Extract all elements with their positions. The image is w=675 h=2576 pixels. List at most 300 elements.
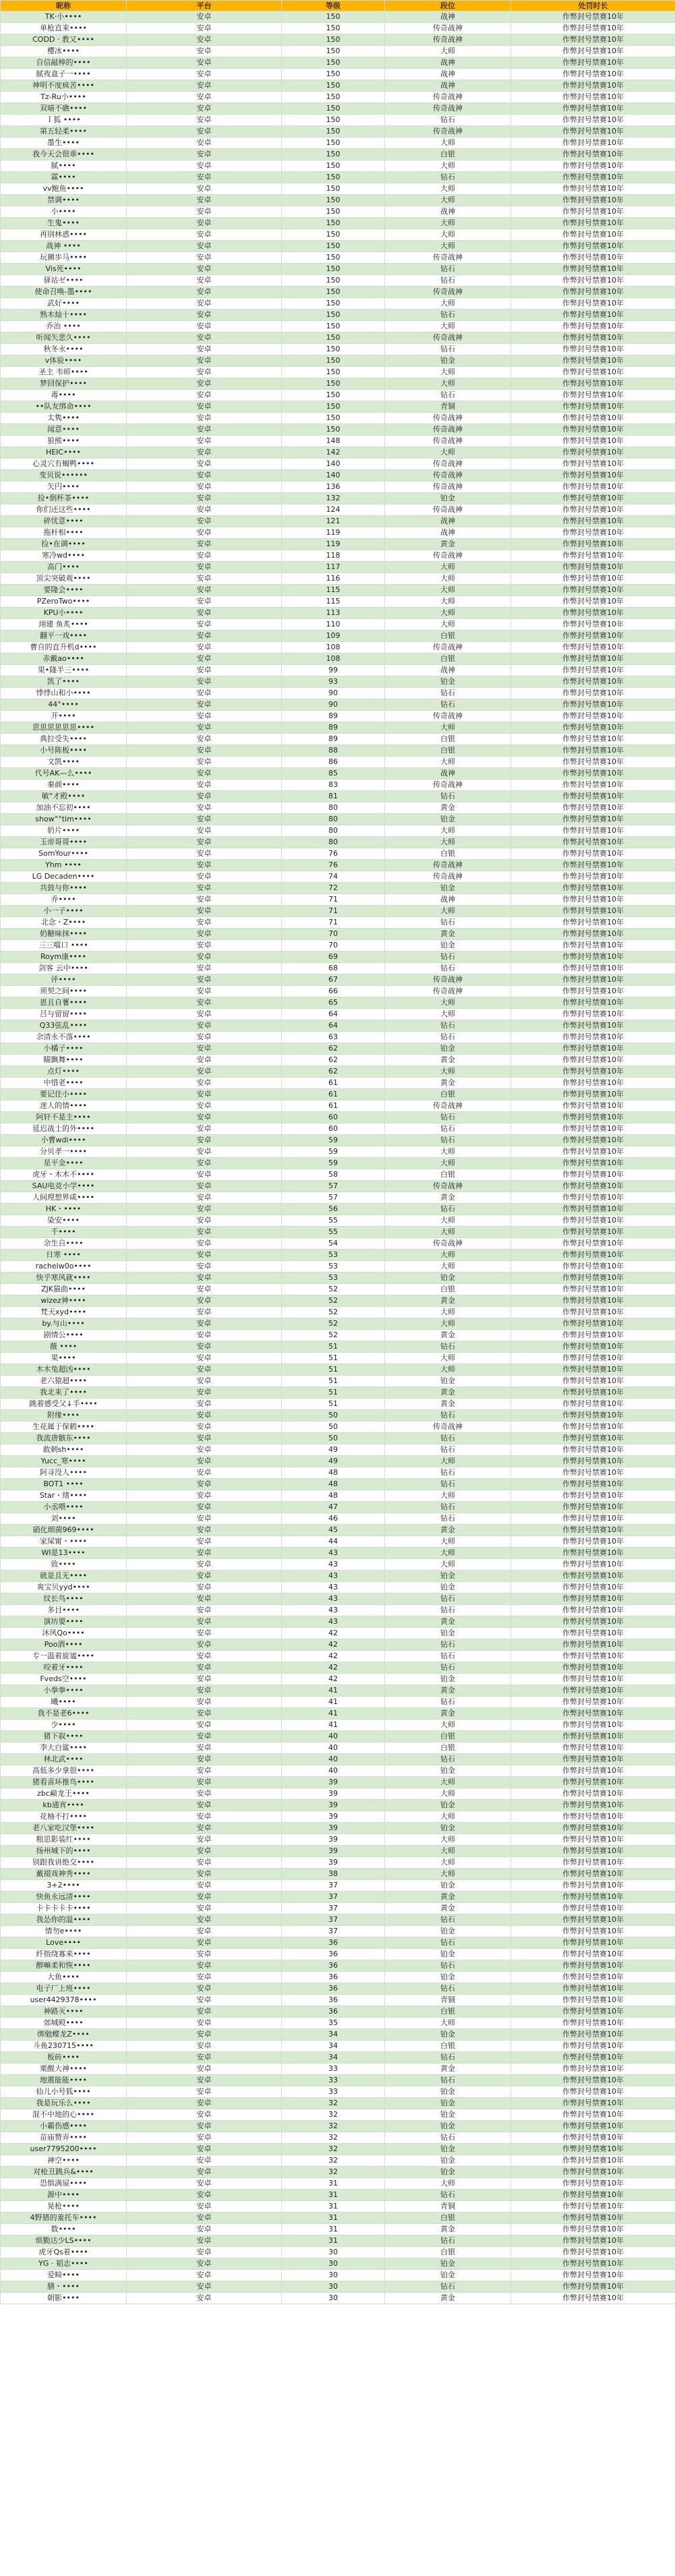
cell-penalty: 作弊封号禁赛10年: [511, 871, 675, 883]
cell-nickname: 剑客 云中••••: [1, 963, 127, 974]
cell-level: 150: [282, 413, 385, 424]
table-row: [1, 1914, 675, 1926]
cell-rank: 钻石: [385, 2132, 511, 2144]
cell-penalty: 作弊封号禁赛10年: [511, 1238, 675, 1250]
table-row: [1, 1272, 675, 1284]
cell-rank: 钻石: [385, 1914, 511, 1926]
cell-level: 42: [282, 1662, 385, 1674]
cell-penalty: 作弊封号禁赛10年: [511, 1364, 675, 1376]
cell-platform: 安卓: [127, 1616, 282, 1628]
cell-level: 59: [282, 1135, 385, 1146]
cell-level: 132: [282, 493, 385, 504]
cell-penalty: 作弊封号禁赛10年: [511, 1788, 675, 1800]
cell-platform: 安卓: [127, 332, 282, 344]
cell-penalty: 作弊封号禁赛10年: [511, 2293, 675, 2304]
cell-level: 59: [282, 1146, 385, 1158]
cell-nickname: 顶尖突破观••••: [1, 573, 127, 585]
cell-rank: 传奇战神: [385, 974, 511, 986]
cell-level: 33: [282, 2063, 385, 2075]
cell-level: 85: [282, 768, 385, 780]
cell-level: 41: [282, 1685, 385, 1697]
cell-platform: 安卓: [127, 1513, 282, 1525]
cell-nickname: Fveds空••••: [1, 1674, 127, 1685]
cell-penalty: 作弊封号禁赛10年: [511, 1616, 675, 1628]
cell-platform: 安卓: [127, 1834, 282, 1846]
cell-level: 30: [282, 2281, 385, 2293]
cell-penalty: 作弊封号禁赛10年: [511, 1399, 675, 1410]
cell-level: 52: [282, 1295, 385, 1307]
cell-penalty: 作弊封号禁赛10年: [511, 1708, 675, 1720]
table-row: [1, 768, 675, 780]
cell-rank: 钻石: [385, 2190, 511, 2201]
cell-rank: 铂金: [385, 2167, 511, 2178]
cell-penalty: 作弊封号禁赛10年: [511, 1777, 675, 1788]
cell-rank: 战神: [385, 665, 511, 676]
cell-level: 31: [282, 2235, 385, 2247]
cell-level: 44: [282, 1536, 385, 1548]
table-row: [1, 1066, 675, 1078]
cell-rank: 大师: [385, 906, 511, 917]
cell-level: 32: [282, 2132, 385, 2144]
cell-nickname: HK・••••: [1, 1204, 127, 1215]
cell-platform: 安卓: [127, 894, 282, 906]
cell-level: 38: [282, 1869, 385, 1880]
cell-nickname: 拖杆相••••: [1, 527, 127, 539]
cell-nickname: kb通宵••••: [1, 1800, 127, 1811]
cell-level: 116: [282, 573, 385, 585]
cell-rank: 白银: [385, 1743, 511, 1754]
cell-rank: 钻石: [385, 1605, 511, 1616]
cell-nickname: 开••••: [1, 711, 127, 722]
cell-rank: 大师: [385, 997, 511, 1009]
cell-rank: 大师: [385, 562, 511, 573]
cell-platform: 安卓: [127, 1204, 282, 1215]
cell-nickname: 阿轩不是主••••: [1, 1112, 127, 1123]
cell-platform: 安卓: [127, 722, 282, 734]
cell-rank: 铂金: [385, 493, 511, 504]
cell-penalty: 作弊封号禁赛10年: [511, 1536, 675, 1548]
cell-level: 54: [282, 1238, 385, 1250]
table-row: [1, 1146, 675, 1158]
cell-platform: 安卓: [127, 218, 282, 229]
cell-platform: 安卓: [127, 1846, 282, 1857]
cell-nickname: wizez神••••: [1, 1295, 127, 1307]
cell-penalty: 作弊封号禁赛10年: [511, 2018, 675, 2029]
table-row: [1, 2213, 675, 2224]
cell-rank: 大师: [385, 298, 511, 310]
table-row: [1, 1823, 675, 1834]
table-row: [1, 413, 675, 424]
cell-platform: 安卓: [127, 745, 282, 757]
cell-nickname: 猪看喜环推鸟••••: [1, 1777, 127, 1788]
cell-platform: 安卓: [127, 2006, 282, 2018]
cell-nickname: 高门••••: [1, 562, 127, 573]
cell-rank: 大师: [385, 1811, 511, 1823]
cell-level: 71: [282, 906, 385, 917]
cell-level: 62: [282, 1043, 385, 1055]
cell-platform: 安卓: [127, 470, 282, 481]
cell-rank: 白银: [385, 2041, 511, 2052]
cell-platform: 安卓: [127, 11, 282, 23]
table-row: [1, 103, 675, 115]
table-row: [1, 1846, 675, 1857]
cell-rank: 钻石: [385, 1960, 511, 1972]
cell-nickname: 禁调••••: [1, 195, 127, 206]
cell-level: 31: [282, 2201, 385, 2213]
table-row: [1, 2224, 675, 2235]
cell-nickname: 生花属于保鹤••••: [1, 1422, 127, 1433]
cell-rank: 黄金: [385, 1192, 511, 1204]
cell-penalty: 作弊封号禁赛10年: [511, 1192, 675, 1204]
cell-level: 39: [282, 1777, 385, 1788]
cell-platform: 安卓: [127, 906, 282, 917]
table-row: [1, 1422, 675, 1433]
cell-rank: 白银: [385, 149, 511, 160]
table-row: [1, 252, 675, 264]
cell-rank: 黄金: [385, 1708, 511, 1720]
cell-rank: 铂金: [385, 883, 511, 894]
cell-platform: 安卓: [127, 1662, 282, 1674]
table-row: [1, 1399, 675, 1410]
table-row: [1, 11, 675, 23]
cell-platform: 安卓: [127, 2178, 282, 2190]
table-row: [1, 1410, 675, 1422]
cell-nickname: 我今天会很乖••••: [1, 149, 127, 160]
cell-rank: 大师: [385, 1788, 511, 1800]
cell-platform: 安卓: [127, 1238, 282, 1250]
table-row: [1, 2109, 675, 2121]
cell-rank: 白银: [385, 2006, 511, 2018]
cell-penalty: 作弊封号禁赛10年: [511, 2109, 675, 2121]
cell-level: 48: [282, 1479, 385, 1490]
cell-nickname: rachelw0o••••: [1, 1261, 127, 1272]
cell-platform: 安卓: [127, 2293, 282, 2304]
cell-penalty: 作弊封号禁赛10年: [511, 676, 675, 688]
cell-level: 93: [282, 676, 385, 688]
cell-nickname: 自信敲棒的••••: [1, 57, 127, 69]
cell-platform: 安卓: [127, 2144, 282, 2155]
cell-penalty: 作弊封号禁赛10年: [511, 1020, 675, 1032]
cell-rank: 黄金: [385, 1330, 511, 1341]
cell-penalty: 作弊封号禁赛10年: [511, 2201, 675, 2213]
table-row: [1, 401, 675, 413]
cell-rank: 大师: [385, 195, 511, 206]
cell-platform: 安卓: [127, 1502, 282, 1513]
cell-rank: 传奇战神: [385, 23, 511, 34]
cell-penalty: 作弊封号禁赛10年: [511, 287, 675, 298]
table-row: [1, 332, 675, 344]
cell-rank: 大师: [385, 825, 511, 837]
table-row: [1, 2006, 675, 2018]
cell-platform: 安卓: [127, 780, 282, 791]
cell-nickname: 苗庙赞弄••••: [1, 2132, 127, 2144]
table-row: [1, 1788, 675, 1800]
cell-nickname: 晃枪••••: [1, 2201, 127, 2213]
cell-nickname: 梵天xyd••••: [1, 1307, 127, 1318]
cell-level: 150: [282, 183, 385, 195]
cell-platform: 安卓: [127, 1880, 282, 1892]
cell-nickname: 扬州城下的••••: [1, 1846, 127, 1857]
cell-level: 52: [282, 1307, 385, 1318]
table-row: [1, 791, 675, 802]
cell-rank: 钻石: [385, 1467, 511, 1479]
cell-platform: 安卓: [127, 413, 282, 424]
cell-penalty: 作弊封号禁赛10年: [511, 2258, 675, 2270]
cell-level: 61: [282, 1078, 385, 1089]
cell-level: 150: [282, 241, 385, 252]
table-row: [1, 550, 675, 562]
cell-nickname: 评••••: [1, 974, 127, 986]
cell-nickname: 腻••••: [1, 160, 127, 172]
cell-rank: 大师: [385, 757, 511, 768]
cell-penalty: 作弊封号禁赛10年: [511, 906, 675, 917]
cell-nickname: 你们还这些••••: [1, 504, 127, 516]
cell-platform: 安卓: [127, 653, 282, 665]
cell-level: 58: [282, 1169, 385, 1181]
cell-rank: 大师: [385, 1215, 511, 1227]
cell-rank: 钻石: [385, 2235, 511, 2247]
header-row: [1, 1, 675, 11]
cell-nickname: 墨生••••: [1, 138, 127, 149]
cell-nickname: 毒••••: [1, 390, 127, 401]
cell-level: 51: [282, 1399, 385, 1410]
table-row: [1, 940, 675, 952]
cell-rank: 黄金: [385, 2293, 511, 2304]
cell-platform: 安卓: [127, 321, 282, 332]
cell-platform: 安卓: [127, 92, 282, 103]
table-row: [1, 631, 675, 642]
cell-level: 50: [282, 1410, 385, 1422]
cell-level: 150: [282, 23, 385, 34]
cell-penalty: 作弊封号禁赛10年: [511, 390, 675, 401]
cell-penalty: 作弊封号禁赛10年: [511, 1662, 675, 1674]
cell-penalty: 作弊封号禁赛10年: [511, 1112, 675, 1123]
cell-nickname: HEIC••••: [1, 447, 127, 459]
header-rank: 段位: [385, 1, 511, 11]
cell-level: 150: [282, 103, 385, 115]
cell-level: 48: [282, 1490, 385, 1502]
table-row: [1, 1720, 675, 1731]
cell-rank: 铂金: [385, 355, 511, 367]
cell-platform: 安卓: [127, 562, 282, 573]
cell-penalty: 作弊封号禁赛10年: [511, 2270, 675, 2281]
cell-level: 142: [282, 447, 385, 459]
cell-nickname: 人间理想界咸••••: [1, 1192, 127, 1204]
table-row: [1, 1387, 675, 1399]
cell-nickname: 碎忧意••••: [1, 516, 127, 527]
cell-penalty: 作弊封号禁赛10年: [511, 149, 675, 160]
cell-penalty: 作弊封号禁赛10年: [511, 1284, 675, 1295]
table-row: [1, 1078, 675, 1089]
cell-rank: 传奇战神: [385, 1238, 511, 1250]
cell-platform: 安卓: [127, 2167, 282, 2178]
cell-nickname: Tz-Ru小••••: [1, 92, 127, 103]
cell-nickname: 玉帝哥哥••••: [1, 837, 127, 848]
cell-penalty: 作弊封号禁赛10年: [511, 2224, 675, 2235]
cell-penalty: 作弊封号禁赛10年: [511, 504, 675, 516]
cell-penalty: 作弊封号禁赛10年: [511, 1456, 675, 1467]
cell-level: 76: [282, 848, 385, 860]
cell-level: 51: [282, 1376, 385, 1387]
cell-penalty: 作弊封号禁赛10年: [511, 298, 675, 310]
cell-platform: 安卓: [127, 2247, 282, 2258]
cell-level: 150: [282, 287, 385, 298]
cell-rank: 铂金: [385, 1571, 511, 1582]
cell-nickname: 专一温着旋谧••••: [1, 1651, 127, 1662]
cell-rank: 钻石: [385, 115, 511, 126]
cell-level: 150: [282, 310, 385, 321]
cell-rank: 钻石: [385, 344, 511, 355]
cell-rank: 大师: [385, 1250, 511, 1261]
cell-rank: 大师: [385, 1009, 511, 1020]
cell-nickname: 霖••••: [1, 172, 127, 183]
cell-nickname: 单枪直来••••: [1, 23, 127, 34]
cell-platform: 安卓: [127, 1135, 282, 1146]
cell-rank: 钻石: [385, 1204, 511, 1215]
cell-rank: 钻石: [385, 264, 511, 275]
cell-penalty: 作弊封号禁赛10年: [511, 653, 675, 665]
cell-level: 88: [282, 745, 385, 757]
table-row: [1, 676, 675, 688]
cell-penalty: 作弊封号禁赛10年: [511, 757, 675, 768]
cell-level: 150: [282, 11, 385, 23]
cell-penalty: 作弊封号禁赛10年: [511, 585, 675, 596]
cell-platform: 安卓: [127, 734, 282, 745]
cell-penalty: 作弊封号禁赛10年: [511, 1903, 675, 1914]
cell-rank: 白银: [385, 653, 511, 665]
table-row: [1, 539, 675, 550]
cell-nickname: 使命召唤-墨••••: [1, 287, 127, 298]
cell-rank: 白银: [385, 631, 511, 642]
cell-penalty: 作弊封号禁赛10年: [511, 1513, 675, 1525]
cell-nickname: 太隽••••: [1, 413, 127, 424]
cell-level: 34: [282, 2041, 385, 2052]
cell-platform: 安卓: [127, 149, 282, 160]
cell-penalty: 作弊封号禁赛10年: [511, 768, 675, 780]
cell-nickname: 敢刺sh••••: [1, 1444, 127, 1456]
cell-level: 41: [282, 1720, 385, 1731]
cell-rank: 大师: [385, 160, 511, 172]
cell-nickname: 我北来了••••: [1, 1387, 127, 1399]
cell-level: 150: [282, 252, 385, 264]
table-row: [1, 1295, 675, 1307]
cell-nickname: 4野猪的羞托车••••: [1, 2213, 127, 2224]
cell-nickname: 小拳拳••••: [1, 1685, 127, 1697]
table-row: [1, 2155, 675, 2167]
table-row: [1, 814, 675, 825]
cell-rank: 钻石: [385, 917, 511, 929]
cell-penalty: 作弊封号禁赛10年: [511, 527, 675, 539]
table-row: [1, 493, 675, 504]
cell-penalty: 作弊封号禁赛10年: [511, 1330, 675, 1341]
cell-nickname: 变贝说••••••: [1, 470, 127, 481]
cell-platform: 安卓: [127, 1089, 282, 1101]
cell-rank: 铂金: [385, 2109, 511, 2121]
cell-level: 150: [282, 57, 385, 69]
table-row: [1, 2281, 675, 2293]
cell-level: 40: [282, 1743, 385, 1754]
table-row: [1, 2086, 675, 2098]
cell-rank: 大师: [385, 585, 511, 596]
cell-level: 48: [282, 1467, 385, 1479]
cell-level: 36: [282, 1983, 385, 1995]
cell-level: 150: [282, 332, 385, 344]
cell-penalty: 作弊封号禁赛10年: [511, 722, 675, 734]
cell-rank: 钻石: [385, 1513, 511, 1525]
cell-platform: 安卓: [127, 275, 282, 287]
cell-penalty: 作弊封号禁赛10年: [511, 1605, 675, 1616]
cell-rank: 黄金: [385, 539, 511, 550]
cell-level: 36: [282, 1949, 385, 1960]
cell-platform: 安卓: [127, 1743, 282, 1754]
cell-level: 119: [282, 539, 385, 550]
cell-platform: 安卓: [127, 917, 282, 929]
cell-platform: 安卓: [127, 1937, 282, 1949]
table-row: [1, 825, 675, 837]
cell-rank: 钻石: [385, 1983, 511, 1995]
table-row: [1, 688, 675, 699]
cell-penalty: 作弊封号禁赛10年: [511, 1880, 675, 1892]
cell-nickname: 赤戴ao••••: [1, 653, 127, 665]
cell-penalty: 作弊封号禁赛10年: [511, 1146, 675, 1158]
cell-penalty: 作弊封号禁赛10年: [511, 1066, 675, 1078]
cell-level: 81: [282, 791, 385, 802]
cell-rank: 传奇战神: [385, 92, 511, 103]
cell-level: 110: [282, 619, 385, 631]
cell-nickname: 李大白鲨••••: [1, 1743, 127, 1754]
cell-penalty: 作弊封号禁赛10年: [511, 2144, 675, 2155]
cell-level: 124: [282, 504, 385, 516]
cell-nickname: 梦回保护••••: [1, 378, 127, 390]
cell-rank: 传奇战神: [385, 459, 511, 470]
cell-penalty: 作弊封号禁赛10年: [511, 1215, 675, 1227]
cell-platform: 安卓: [127, 974, 282, 986]
cell-platform: 安卓: [127, 1387, 282, 1399]
cell-level: 74: [282, 871, 385, 883]
table-row: [1, 894, 675, 906]
cell-platform: 安卓: [127, 1078, 282, 1089]
cell-nickname: 熟木灿十••••: [1, 310, 127, 321]
cell-nickname: 果••••: [1, 1353, 127, 1364]
cell-rank: 钻石: [385, 963, 511, 974]
cell-rank: 大师: [385, 619, 511, 631]
cell-rank: 钻石: [385, 1937, 511, 1949]
cell-rank: 钻石: [385, 1433, 511, 1444]
cell-platform: 安卓: [127, 527, 282, 539]
table-row: [1, 1593, 675, 1605]
cell-nickname: 就是且无••••: [1, 1571, 127, 1582]
cell-platform: 安卓: [127, 1697, 282, 1708]
cell-rank: 大师: [385, 722, 511, 734]
table-row: [1, 1949, 675, 1960]
cell-platform: 安卓: [127, 631, 282, 642]
cell-nickname: 源中••••: [1, 2190, 127, 2201]
cell-platform: 安卓: [127, 1101, 282, 1112]
cell-penalty: 作弊封号禁赛10年: [511, 1181, 675, 1192]
cell-platform: 安卓: [127, 2098, 282, 2109]
cell-level: 39: [282, 1788, 385, 1800]
cell-platform: 安卓: [127, 504, 282, 516]
cell-penalty: 作弊封号禁赛10年: [511, 1720, 675, 1731]
cell-level: 43: [282, 1593, 385, 1605]
cell-platform: 安卓: [127, 344, 282, 355]
table-row: [1, 1559, 675, 1571]
cell-penalty: 作弊封号禁赛10年: [511, 1422, 675, 1433]
cell-nickname: 须契之间••••: [1, 986, 127, 997]
cell-nickname: 老六猿超••••: [1, 1376, 127, 1387]
cell-level: 42: [282, 1639, 385, 1651]
cell-rank: 大师: [385, 218, 511, 229]
